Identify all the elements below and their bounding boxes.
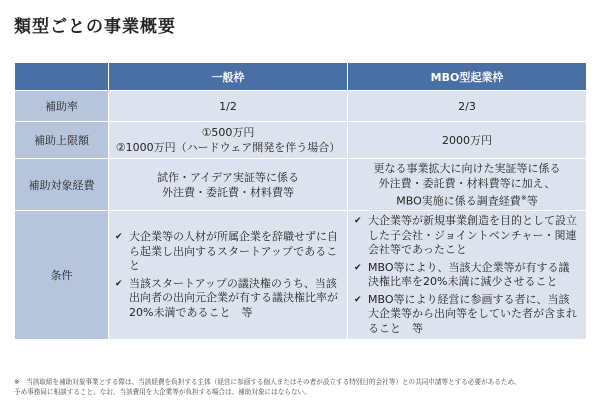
list-item — [354, 261, 580, 290]
mbo-conditions — [348, 211, 587, 340]
condition-text: 当該スタートアップの議決権のうち、当該出向者の出向元企業が有する議決権比率が20%未満であること 等 — [129, 276, 338, 319]
general-conditions-list — [115, 230, 341, 320]
list-item — [115, 277, 341, 321]
general-expense-line-2: 外注費・委託費・材料費等 — [162, 185, 294, 199]
condition-text: MBO等により、当該大企業等が有する議決権比率を20%未満に減少させること — [368, 260, 570, 288]
general-subsidy-limit — [109, 122, 348, 159]
table-row-conditions — [15, 211, 587, 340]
table-header-row — [15, 63, 587, 91]
mbo-conditions-list — [354, 214, 580, 336]
mbo-expense-line-3 — [354, 191, 580, 209]
row-label-subsidy-limit: 補助上限額 — [15, 122, 109, 159]
condition-text: MBO等により経営に参画する者に、当該大企業等から出向等をしていた者が含まれること 等 — [368, 292, 577, 335]
general-limit-line-1: ①500万円 — [201, 126, 255, 139]
page-title: 類型ごとの事業概要 — [14, 17, 176, 37]
header-blank — [15, 63, 109, 91]
condition-text: 大企業等の人材が所属企業を辞職せずに自ら起業し出向するスタートアップであること — [129, 230, 338, 272]
mbo-subsidy-limit: 2000万円 — [348, 122, 587, 159]
table-row-subsidy-limit — [15, 122, 587, 159]
mbo-expense-line-2: 外注費・委託費・材料費等に加え、 — [378, 176, 556, 190]
list-item — [354, 214, 580, 258]
row-label-conditions: 条件 — [15, 211, 109, 340]
header-general-frame: 一般枠 — [109, 63, 348, 91]
check-icon: ✔ — [354, 294, 362, 305]
footnote-mark: ※ — [520, 193, 527, 202]
check-icon: ✔ — [354, 262, 362, 273]
program-types-table — [14, 62, 587, 340]
mbo-subsidy-rate: 2/3 — [348, 91, 587, 122]
general-expense-line-1: 試作・アイデア実証等に係る — [156, 170, 299, 184]
mbo-eligible-expenses — [348, 159, 587, 211]
general-subsidy-rate: 1/2 — [109, 91, 348, 122]
row-label-eligible-expenses: 補助対象経費 — [15, 159, 109, 211]
table-row-subsidy-rate — [15, 91, 587, 122]
general-limit-line-2: ②1000万円（ハードウェア開発を伴う場合） — [115, 141, 341, 154]
list-item — [354, 293, 580, 337]
list-item — [115, 230, 341, 274]
general-eligible-expenses — [109, 159, 348, 211]
mbo-expense-line-3-text: MBO実施に係る調査経費 — [396, 194, 521, 208]
check-icon: ✔ — [115, 232, 123, 242]
footnote — [14, 377, 594, 397]
mbo-expense-line-3-suffix: 等 — [526, 194, 538, 208]
header-mbo-frame: MBO型起業枠 — [348, 63, 587, 91]
footnote-line-1: ※ 当該取組を補助対象事業とする際は、当該経費を負担する主体（経営に参画する個人またはその者が設立する特別目的会社等）との共同申請等とする必要があるため、 — [14, 378, 521, 386]
condition-text: 大企業等が新規事業創造を目的として設立した子会社・ジョイントベンチャー・関連会社等であったこと — [368, 214, 577, 256]
mbo-expense-line-1: 更なる事業拡大に向けた実証等に係る — [373, 161, 561, 175]
check-icon: ✔ — [354, 216, 362, 226]
row-label-subsidy-rate: 補助率 — [15, 91, 109, 122]
table-row-eligible-expenses — [15, 159, 587, 211]
check-icon: ✔ — [115, 278, 123, 289]
footnote-line-2: 予め事務局に相談すること。なお、当該費用を大企業等が負担する場合は、補助対象にはならない。 — [14, 388, 311, 396]
general-conditions — [109, 211, 348, 340]
